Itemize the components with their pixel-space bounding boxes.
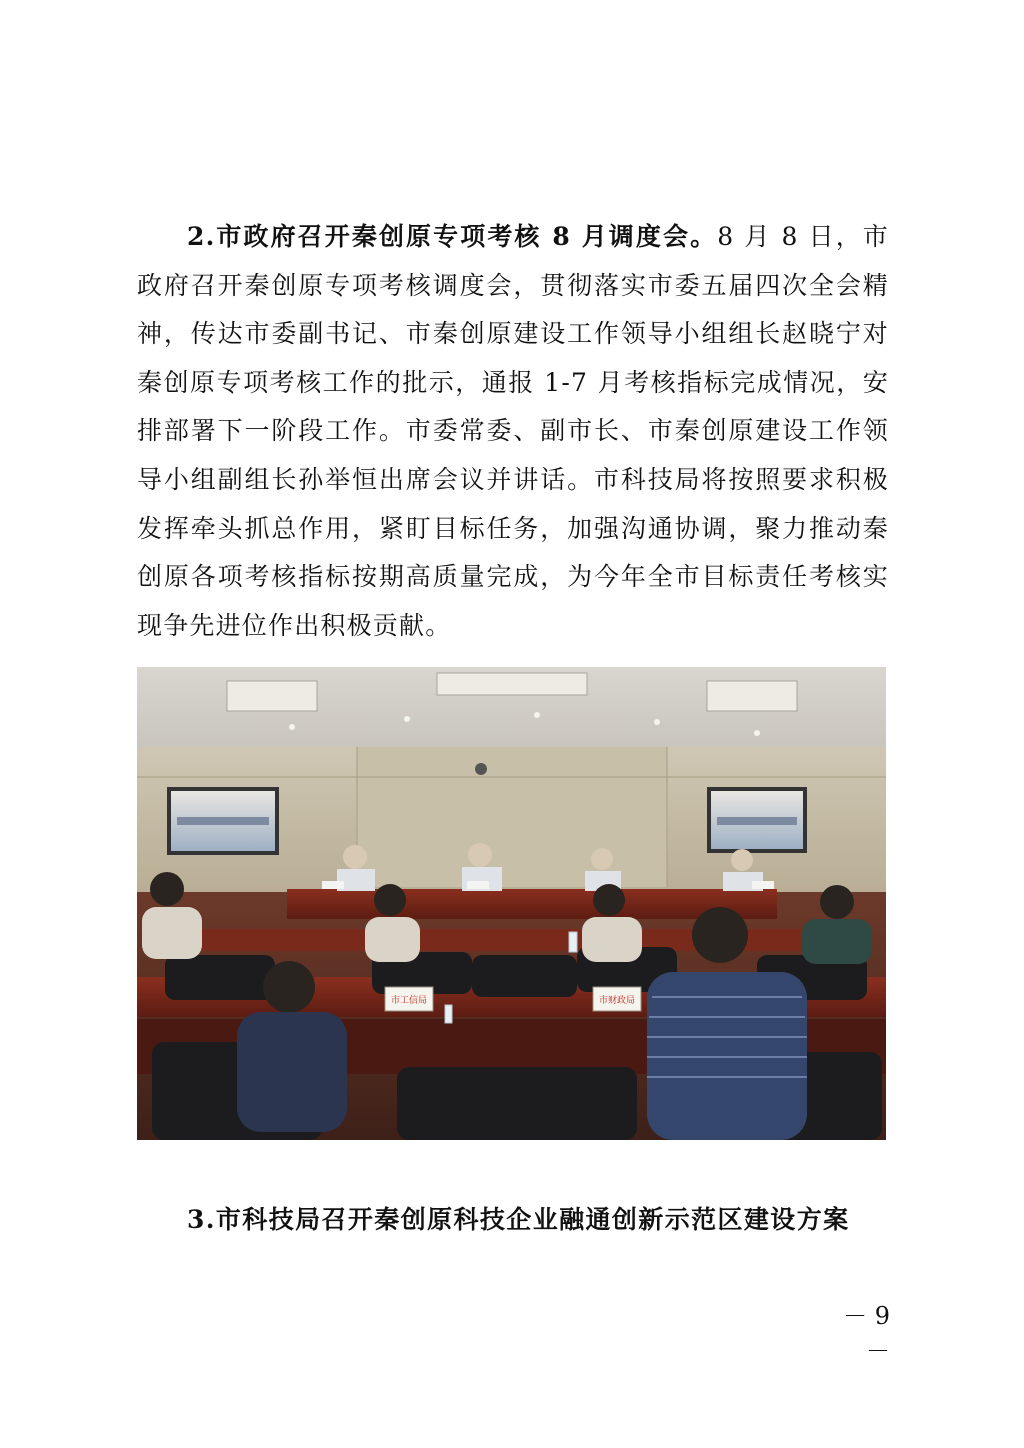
- page-number: － 9 －: [843, 1302, 890, 1365]
- nameplate-caizheng-label: 市财政局: [598, 996, 636, 1006]
- section-2-paragraph: [137, 213, 889, 650]
- nameplate-gongxin-label: 市工信局: [390, 996, 428, 1006]
- section-3-heading: 3.市科技局召开秦创原科技企业融通创新示范区建设方案: [187, 1205, 850, 1234]
- section-2-heading: 2.市政府召开秦创原专项考核 8 月调度会。: [187, 222, 718, 251]
- meeting-photo: [137, 667, 886, 1140]
- section-2-body: 8 月 8 日，市政府召开秦创原专项考核调度会，贯彻落实市委五届四次全会精神，传达市委副书记、市秦创原建设工作领导小组组长赵晓宁对秦创原专项考核工作的批示，通报 1-7 月考核指标完成情况，安排部署下一阶段工作。市委常委、副市长、市秦创原建设工作领导小组副组长孙举恒出席会议并讲话。市科技局将按照要求积极发挥牵头抓总作用，紧盯目标任务，加强沟通协调，聚力推动秦创原各项考核指标按期高质量完成，为今年全市目标责任考核实现争先进位作出积极贡献。: [137, 222, 890, 640]
